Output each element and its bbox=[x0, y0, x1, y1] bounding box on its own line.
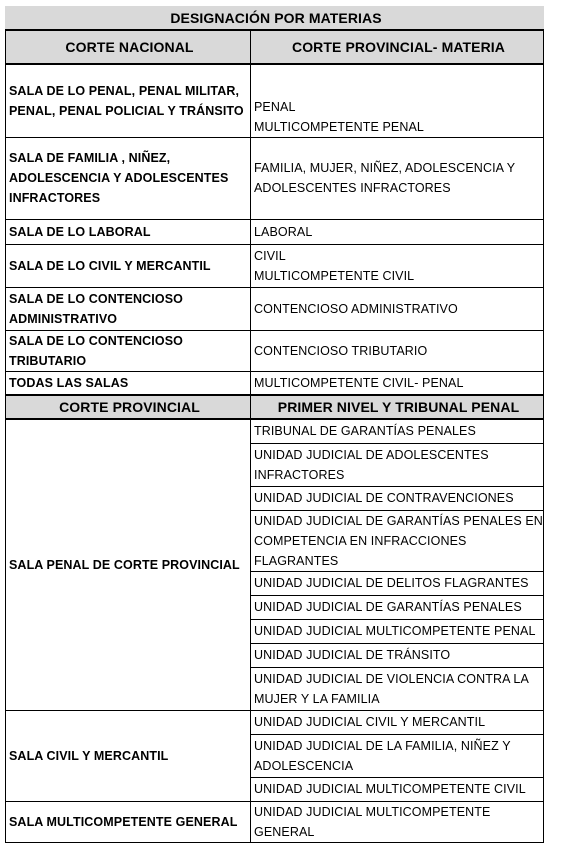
group-label-sala-civil: SALA CIVIL Y MERCANTIL bbox=[6, 710, 251, 801]
group-label-sala-penal: SALA PENAL DE CORTE PROVINCIAL bbox=[6, 419, 251, 710]
group-label-sala-multicompetente: SALA MULTICOMPETENTE GENERAL bbox=[6, 801, 251, 842]
row-value: CIVIL MULTICOMPETENTE CIVIL bbox=[251, 244, 544, 287]
row-value: PENAL MULTICOMPETENTE PENAL bbox=[251, 64, 544, 137]
row-value: FAMILIA, MUJER, NIÑEZ, ADOLESCENCIA Y ADOLESCENTES INFRACTORES bbox=[251, 137, 544, 219]
header-corte-nacional: CORTE NACIONAL bbox=[6, 30, 251, 64]
designation-table bbox=[5, 6, 544, 843]
row-label: SALA DE LO CIVIL Y MERCANTIL bbox=[6, 244, 251, 287]
table-row bbox=[6, 219, 544, 244]
row-label: SALA DE FAMILIA , NIÑEZ, ADOLESCENCIA Y ADOLESCENTES INFRACTORES bbox=[6, 137, 251, 219]
section1-header-row bbox=[6, 30, 544, 64]
row-label: SALA DE LO LABORAL bbox=[6, 219, 251, 244]
list-item: UNIDAD JUDICIAL DE VIOLENCIA CONTRA LA MUJER Y LA FAMILIA bbox=[251, 667, 544, 710]
list-item: UNIDAD JUDICIAL MULTICOMPETENTE GENERAL bbox=[251, 801, 544, 842]
header-primer-nivel: PRIMER NIVEL Y TRIBUNAL PENAL bbox=[251, 395, 544, 419]
list-item: TRIBUNAL DE GARANTÍAS PENALES bbox=[251, 419, 544, 443]
list-item: UNIDAD JUDICIAL MULTICOMPETENTE PENAL bbox=[251, 619, 544, 643]
table-title: DESIGNACIÓN POR MATERIAS bbox=[6, 7, 544, 31]
section2-header-row bbox=[6, 395, 544, 419]
table-row bbox=[6, 330, 544, 371]
row-value: MULTICOMPETENTE CIVIL- PENAL bbox=[251, 371, 544, 395]
row-value: CONTENCIOSO ADMINISTRATIVO bbox=[251, 287, 544, 330]
list-item: UNIDAD JUDICIAL DE TRÁNSITO bbox=[251, 643, 544, 667]
header-corte-provincial: CORTE PROVINCIAL bbox=[6, 395, 251, 419]
row-label: SALA DE LO CONTENCIOSO ADMINISTRATIVO bbox=[6, 287, 251, 330]
list-item: UNIDAD JUDICIAL DE DELITOS FLAGRANTES bbox=[251, 571, 544, 595]
table-row bbox=[6, 710, 544, 734]
table-row bbox=[6, 371, 544, 395]
list-item: UNIDAD JUDICIAL DE GARANTÍAS PENALES EN COMPETENCIA EN INFRACCIONES FLAGRANTES bbox=[251, 510, 544, 571]
list-item: UNIDAD JUDICIAL MULTICOMPETENTE CIVIL bbox=[251, 777, 544, 801]
title-row bbox=[6, 7, 544, 31]
row-value: CONTENCIOSO TRIBUTARIO bbox=[251, 330, 544, 371]
list-item: UNIDAD JUDICIAL CIVIL Y MERCANTIL bbox=[251, 710, 544, 734]
row-label: SALA DE LO PENAL, PENAL MILITAR, PENAL, PENAL POLICIAL Y TRÁNSITO bbox=[6, 64, 251, 137]
list-item: UNIDAD JUDICIAL DE CONTRAVENCIONES bbox=[251, 486, 544, 510]
list-item: UNIDAD JUDICIAL DE ADOLESCENTES INFRACTORES bbox=[251, 443, 544, 486]
list-item: UNIDAD JUDICIAL DE GARANTÍAS PENALES bbox=[251, 595, 544, 619]
table-row bbox=[6, 137, 544, 219]
table-row bbox=[6, 64, 544, 137]
table-row bbox=[6, 287, 544, 330]
designation-table-sheet bbox=[5, 6, 543, 843]
table-row bbox=[6, 244, 544, 287]
table-row bbox=[6, 801, 544, 842]
table-row bbox=[6, 419, 544, 443]
header-corte-provincial-materia: CORTE PROVINCIAL- MATERIA bbox=[251, 30, 544, 64]
row-label: SALA DE LO CONTENCIOSO TRIBUTARIO bbox=[6, 330, 251, 371]
row-value: LABORAL bbox=[251, 219, 544, 244]
list-item: UNIDAD JUDICIAL DE LA FAMILIA, NIÑEZ Y ADOLESCENCIA bbox=[251, 734, 544, 777]
row-label: TODAS LAS SALAS bbox=[6, 371, 251, 395]
